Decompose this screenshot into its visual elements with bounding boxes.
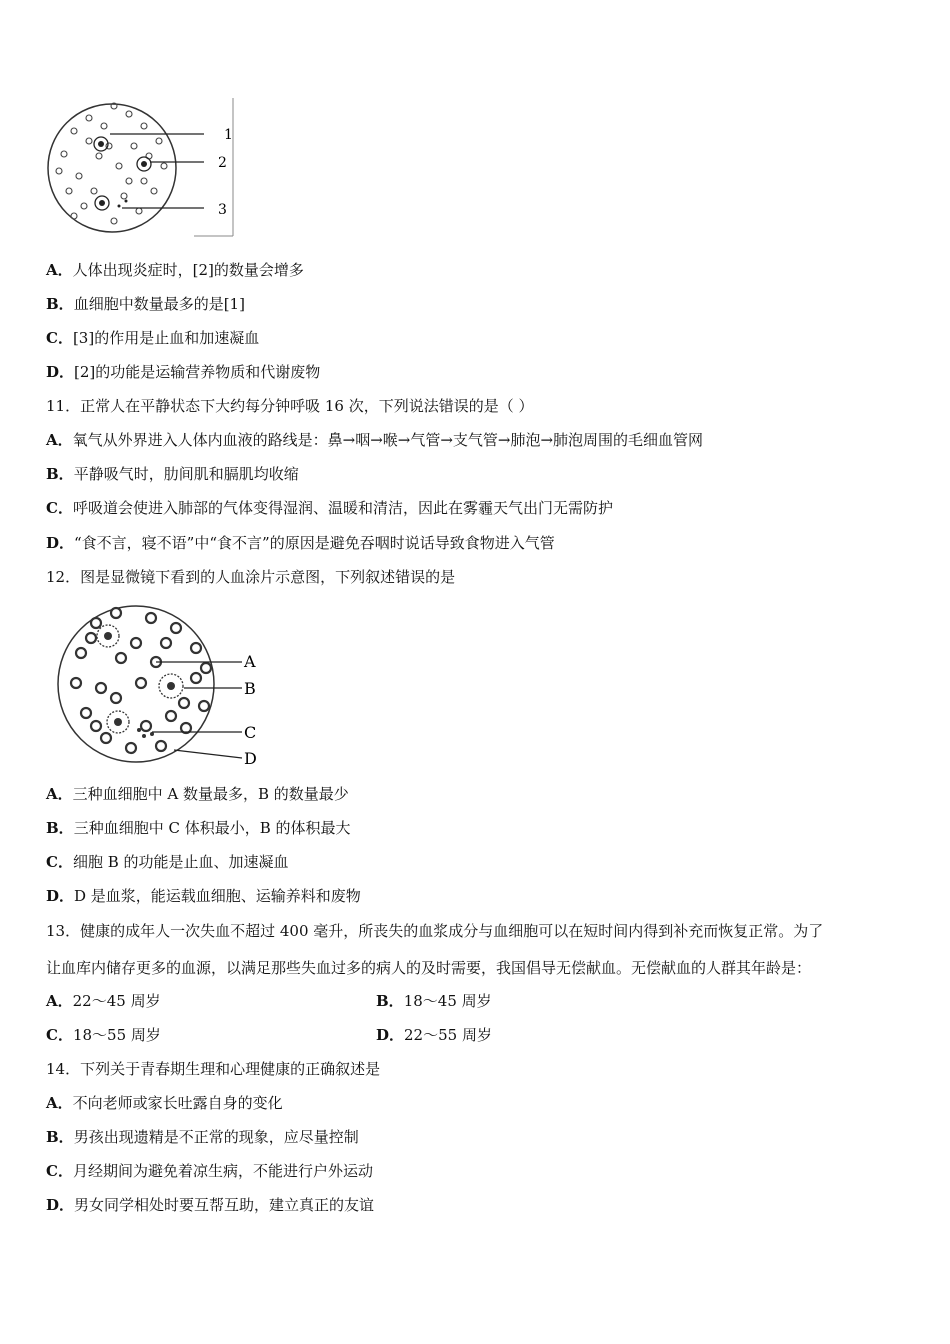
blood-smear-figure-1 — [44, 96, 239, 238]
fig1-label-3: 3 — [218, 202, 227, 218]
q14-stem: 14．下列关于青春期生理和心理健康的正确叙述是 — [46, 1060, 381, 1078]
q14-option-d[interactable]: D．男女同学相处时要互帮互助，建立真正的友谊 — [46, 1196, 375, 1214]
q13-stem-line-2: 让血库内储存更多的血源，以满足那些失血过多的病人的及时需要，我国倡导无偿献血。无偿献血的人群其年龄是： — [46, 959, 812, 977]
q11-option-a[interactable]: A．氧气从外界进入人体内血液的路线是：鼻→咽→喉→气管→支气管→肺泡→肺泡周围的毛细血管网 — [46, 431, 704, 449]
q11-stem: 11．正常人在平静状态下大约每分钟呼吸 16 次，下列说法错误的是（ ） — [46, 397, 534, 415]
fig2-label-c: C — [244, 723, 257, 742]
q10-option-b[interactable]: B．血细胞中数量最多的是[1] — [46, 295, 245, 313]
q12-option-a[interactable]: A．三种血细胞中 A 数量最多，B 的数量最少 — [46, 785, 349, 803]
q10-option-c[interactable]: C．[3]的作用是止血和加速凝血 — [46, 329, 260, 347]
q12-option-b[interactable]: B．三种血细胞中 C 体积最小，B 的体积最大 — [46, 819, 351, 837]
fig2-label-a: A — [244, 652, 256, 671]
q13-option-a[interactable]: A．22～45 周岁 — [46, 992, 161, 1010]
q14-option-c[interactable]: C．月经期间为避免着凉生病，不能进行户外运动 — [46, 1162, 373, 1180]
q14-option-a[interactable]: A．不向老师或家长吐露自身的变化 — [46, 1094, 283, 1112]
q13-option-c[interactable]: C．18～55 周岁 — [46, 1026, 161, 1044]
blood-smear-figure-2 — [56, 598, 268, 770]
q13-option-b[interactable]: B．18～45 周岁 — [376, 992, 492, 1010]
fig2-label-b: B — [244, 679, 256, 698]
q11-option-b[interactable]: B．平静吸气时，肋间肌和膈肌均收缩 — [46, 465, 299, 483]
fig1-label-1: 1 — [224, 127, 233, 143]
q14-option-b[interactable]: B．男孩出现遗精是不正常的现象，应尽量控制 — [46, 1128, 359, 1146]
fig1-label-2: 2 — [218, 155, 227, 171]
q11-option-c[interactable]: C．呼吸道会使进入肺部的气体变得湿润、温暖和清洁，因此在雾霾天气出门无需防护 — [46, 499, 613, 517]
q13-stem-line-1: 13．健康的成年人一次失血不超过 400 毫升，所丧失的血浆成分与血细胞可以在短时间内得到补充而恢复正常。为了 — [46, 922, 824, 940]
fig2-label-d: D — [244, 749, 257, 768]
q12-stem: 12．图是显微镜下看到的人血涂片示意图，下列叙述错误的是 — [46, 568, 456, 586]
q13-option-d[interactable]: D．22～55 周岁 — [376, 1026, 492, 1044]
q11-option-d[interactable]: D．“食不言，寝不语”中“食不言”的原因是避免吞咽时说话导致食物进入气管 — [46, 534, 555, 552]
q12-option-d[interactable]: D．D 是血浆，能运载血细胞、运输养料和废物 — [46, 887, 361, 905]
q10-option-d[interactable]: D．[2]的功能是运输营养物质和代谢废物 — [46, 363, 321, 381]
q12-option-c[interactable]: C．细胞 B 的功能是止血、加速凝血 — [46, 853, 289, 871]
q10-option-a[interactable]: A．人体出现炎症时，[2]的数量会增多 — [46, 261, 304, 279]
